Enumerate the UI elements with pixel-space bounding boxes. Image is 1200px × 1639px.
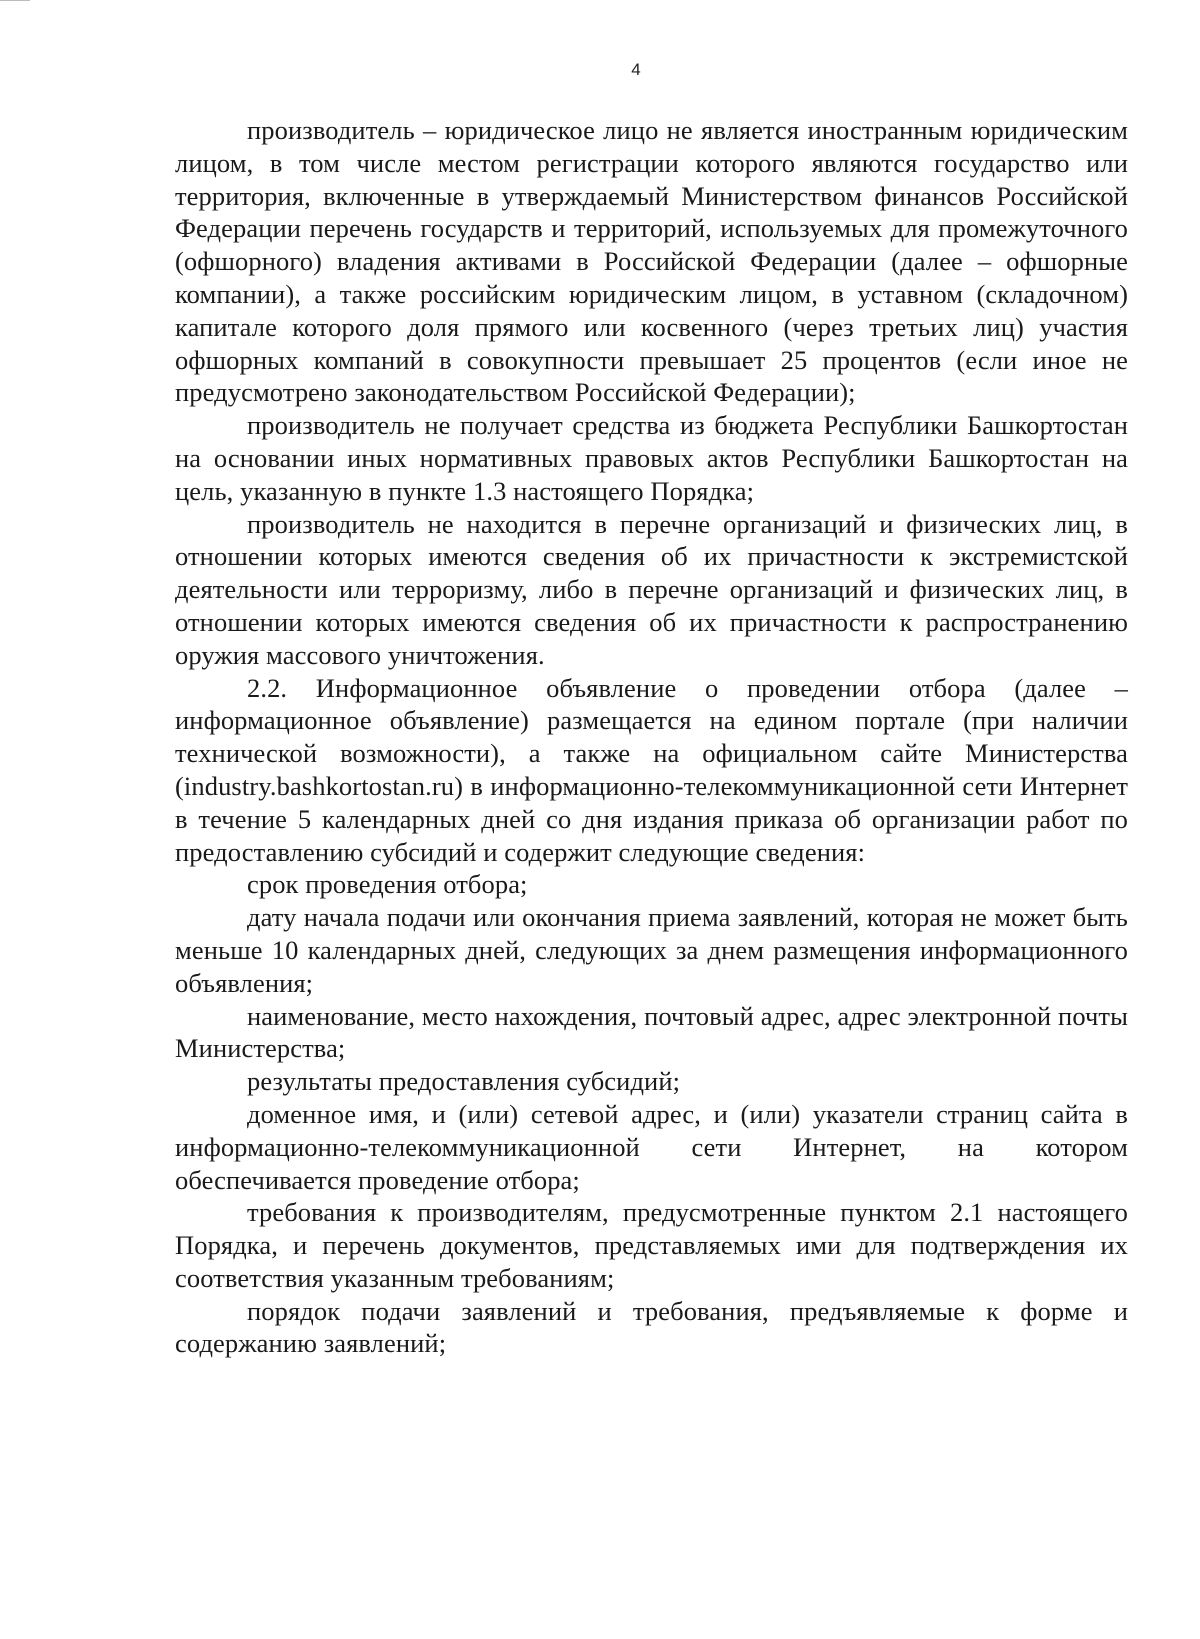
paragraph-offshore-requirement: производитель – юридическое лицо не является иностранным юридическим лицом, в том числе местом регистрации которого являются государство или территория, включенные в утверждаемый Министерством финансов Российской Федерации перечень государств и территорий, используемых для промежуточного (офшорного) владения активами в Российской Федерации (далее – офшорные компании), а также российским юридическим лицом, в уставном (складочном) капитале которого доля прямого или косвенного (через третьих лиц) участия офшорных компаний в совокупности превышает 25 процентов (если иное не предусмотрено законодательством Российской Федерации); [175,115,1128,408]
paragraph-2-2-announcement: 2.2. Информационное объявление о проведении отбора (далее – информационное объявление) размещается на едином портале (при наличии технической возможности), а также на официальном сайте Министерства (industry.bashkortostan.ru) в информационно-телекоммуникационной сети Интернет в течение 5 календарных дней со дня издания приказа об организации работ по предоставлению субсидий и содержит следующие сведения: [175,672,1128,867]
scan-edge-mark [0,0,30,5]
list-item-application-procedure: порядок подачи заявлений и требования, предъявляемые к форме и содержанию заявлений; [175,1295,1128,1359]
list-item-ministry-contacts: наименование, место нахождения, почтовый адрес, адрес электронной почты Министерства; [175,1000,1128,1064]
page-number: 4 [631,60,641,79]
list-item-application-dates: дату начала подачи или окончания приема заявлений, которая не может быть меньше 10 календарных дней, следующих за днем размещения информационного объявления; [175,902,1128,998]
list-item-subsidy-results: результаты предоставления субсидий; [247,1066,681,1097]
list-item-producer-requirements: требования к производителям, предусмотренные пунктом 2.1 настоящего Порядка, и перечень документов, представляемых ими для подтверждения их соответствия указанным требованиям; [175,1197,1128,1293]
paragraph-no-budget-funds: производитель не получает средства из бюджета Республики Башкортостан на основании иных нормативных правовых актов Республики Башкортостан на цель, указанную в пункте 1.3 настоящего Порядка; [175,410,1128,506]
list-item-selection-period: срок проведения отбора; [247,869,528,900]
paragraph-not-in-extremist-list: производитель не находится в перечне организаций и физических лиц, в отношении которых имеются сведения об их причастности к экстремистской деятельности или терроризму, либо в перечне организаций и физических лиц, в отношении которых имеются сведения об их причастности к распространению оружия массового уничтожения. [175,508,1128,670]
document-body [175,114,1128,1360]
list-item-domain-name: доменное имя, и (или) сетевой адрес, и (или) указатели страниц сайта в информационно-телекоммуникационной сети Интернет, на котором обеспечивается проведение отбора; [175,1098,1128,1195]
